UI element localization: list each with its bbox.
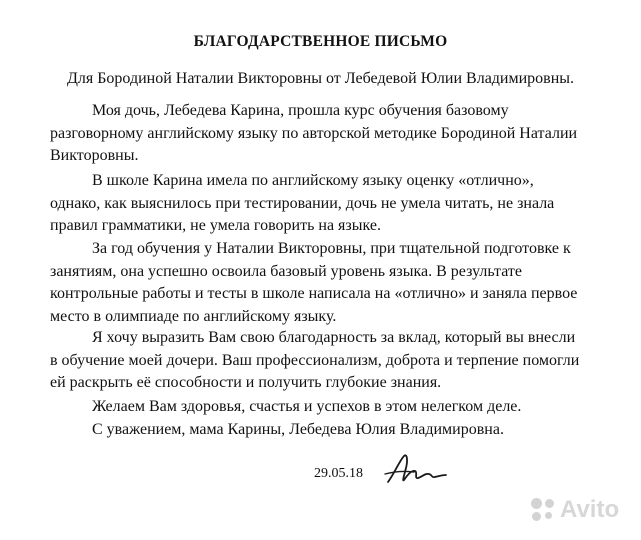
paragraph-line: За год обучения у Наталии Викторовны, при тщательной подготовке к [92, 240, 571, 257]
paragraph-line: правил грамматики, не умела говорить на языке. [50, 217, 381, 234]
paragraph-line: Викторовны. [50, 147, 139, 164]
paragraph-line: занятиям, она успешно освоила базовый уровень языка. В результате [50, 262, 522, 280]
avito-logo-icon [530, 497, 556, 523]
paragraph-line: Моя дочь, Лебедева Карина, прошла курс обучения базовому [92, 102, 509, 119]
paragraph-5 [50, 396, 610, 441]
avito-watermark [530, 496, 619, 524]
paragraph-1 [50, 100, 610, 168]
paragraph-4 [50, 327, 610, 395]
paragraph-line: С уважением, мама Карины, Лебедева Юлия Владимировна. [92, 420, 504, 438]
paragraph-line: место в олимпиаде по английскому языку. [50, 307, 337, 325]
paragraph-line: однако, как выяснилось при тестировании, дочь не умела читать, не знала [50, 194, 555, 212]
paragraph-2 [50, 170, 610, 238]
paragraph-line: В школе Карина имела по английскому языку оценку «отлично», [92, 172, 534, 189]
paragraph-line: разговорному английскому языку по авторской методике Бородиной Наталии [50, 124, 578, 142]
watermark-text: Avito [560, 496, 620, 523]
paragraph-line: контрольные работы и тесты в школе написала на «отлично» и заняла первое [50, 285, 578, 302]
paragraph-line: Я хочу выразить Вам свою благодарность за вклад, который вы внесли [92, 329, 576, 346]
signature [382, 452, 452, 491]
paragraph-3 [50, 238, 610, 328]
letter-date: 29.05.18 [314, 466, 363, 481]
letter-title: БЛАГОДАРСТВЕННОЕ ПИСЬМО [193, 33, 448, 50]
paragraph-line: Желаем Вам здоровья, счастья и успехов в этом нелегком деле. [92, 398, 522, 415]
paragraph-line: в обучение моей дочери. Ваш профессионализм, доброта и терпение помогли [50, 351, 580, 369]
paragraph-line: ей раскрыть её способности и получить глубокие знания. [50, 374, 442, 391]
address-line: Для Бородиной Наталии Викторовны от Лебедевой Юлии Владимировны. [66, 70, 575, 87]
